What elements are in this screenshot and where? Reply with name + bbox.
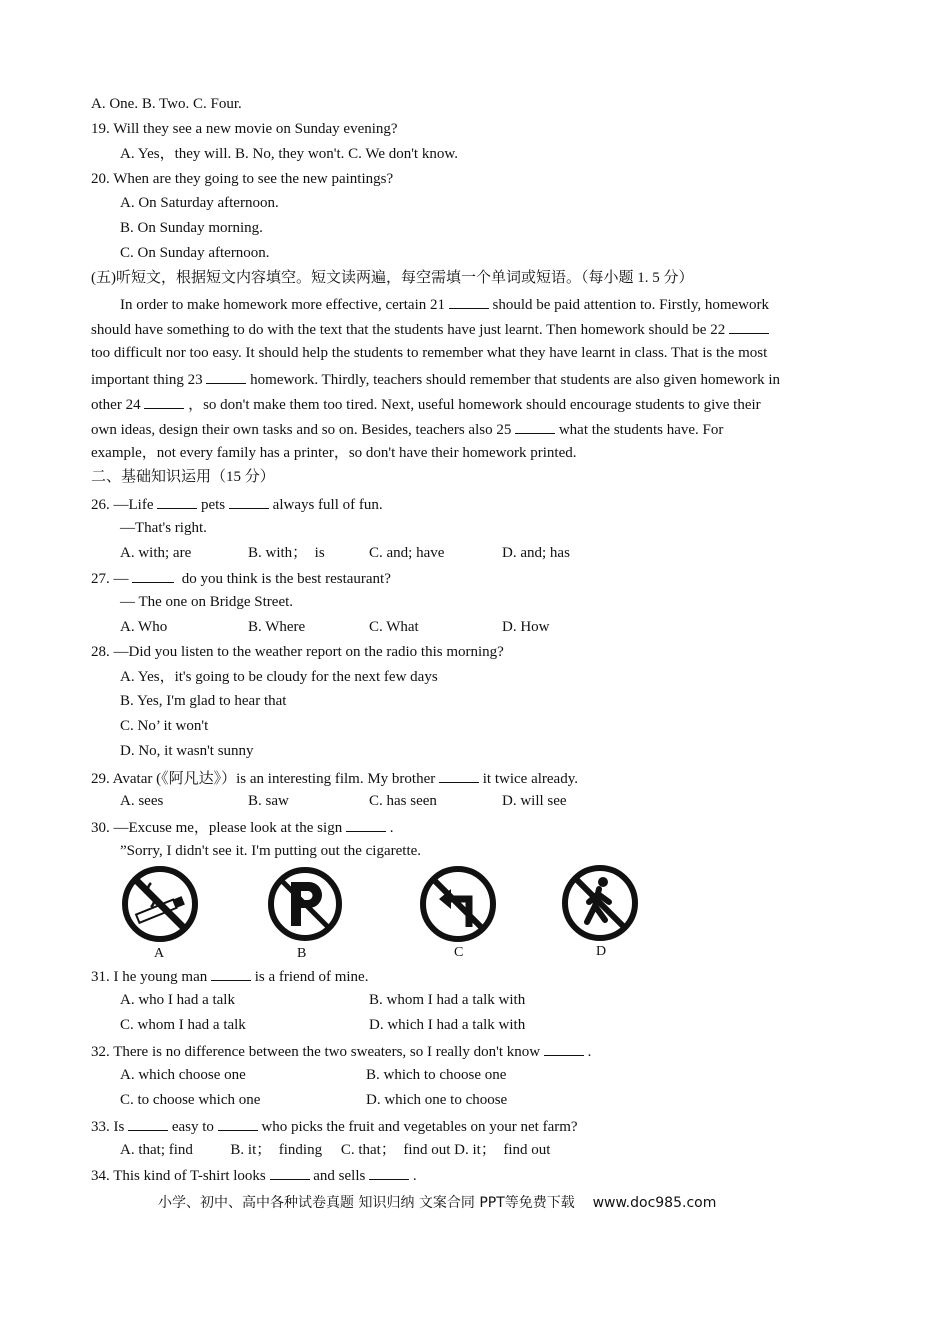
q20-stem: 20. When are they going to see the new paintings? bbox=[91, 171, 394, 187]
q27-option-b: B. Where bbox=[248, 619, 306, 635]
no-left-turn-icon[interactable] bbox=[419, 865, 497, 943]
q34-blank-2[interactable] bbox=[369, 1165, 409, 1180]
q32-option-c: C. to choose which one bbox=[120, 1092, 261, 1108]
no-parking-icon[interactable] bbox=[267, 866, 343, 942]
q29-option-c: C. has seen bbox=[369, 793, 437, 809]
passage-line-1: In order to make homework more effective, certain 21 should be paid attention to. Firstly, homework bbox=[120, 294, 769, 314]
q33-blank-2[interactable] bbox=[218, 1116, 258, 1131]
q20-option-c: C. On Sunday afternoon. bbox=[120, 245, 270, 261]
passage-line-4: important thing 23 homework. Thirdly, teachers should remember that students are also given homework in bbox=[91, 369, 780, 389]
q27-blank[interactable] bbox=[132, 568, 174, 583]
sign-label-c: C bbox=[454, 945, 464, 960]
q19-stem: 19. Will they see a new movie on Sunday evening? bbox=[91, 121, 398, 137]
q31-stem: 31. I he young man is a friend of mine. bbox=[91, 966, 368, 986]
q28-stem: 28. —Did you listen to the weather report on the radio this morning? bbox=[91, 644, 504, 660]
q32-stem: 32. There is no difference between the two sweaters, so I really don't know . bbox=[91, 1041, 591, 1061]
footer-link[interactable]: www.doc985.com bbox=[592, 1195, 717, 1211]
q26-reply: —That's right. bbox=[120, 520, 207, 536]
q30-stem: 30. —Excuse me，please look at the sign . bbox=[91, 817, 393, 837]
q26-option-b: B. with； is bbox=[248, 545, 325, 561]
part2-heading: 二、基础知识运用（15 分） bbox=[91, 469, 275, 485]
q27-option-d: D. How bbox=[502, 619, 550, 635]
blank-24[interactable] bbox=[144, 394, 184, 409]
q19-options: A. Yes，they will. B. No, they won't. C. We don't know. bbox=[120, 146, 458, 162]
blank-23[interactable] bbox=[206, 369, 246, 384]
q20-option-a: A. On Saturday afternoon. bbox=[120, 195, 279, 211]
q31-blank[interactable] bbox=[211, 966, 251, 981]
q26-blank-2[interactable] bbox=[229, 494, 269, 509]
q28-option-c: C. No’ it won't bbox=[120, 718, 209, 734]
q26-blank-1[interactable] bbox=[157, 494, 197, 509]
blank-25[interactable] bbox=[515, 419, 555, 434]
q31-option-b: B. whom I had a talk with bbox=[369, 992, 526, 1008]
no-smoking-icon[interactable] bbox=[121, 865, 199, 943]
q20-option-b: B. On Sunday morning. bbox=[120, 220, 263, 236]
q34-blank-1[interactable] bbox=[270, 1165, 310, 1180]
passage-line-6: own ideas, design their own tasks and so on. Besides, teachers also 25 what the students have. For bbox=[91, 419, 723, 439]
blank-22[interactable] bbox=[729, 319, 769, 334]
q18-options: A. One. B. Two. C. Four. bbox=[91, 96, 242, 112]
q29-option-d: D. will see bbox=[502, 793, 567, 809]
passage-line-5: other 24 ，so don't make them too tired. Next, useful homework should encourage students to give their bbox=[91, 394, 761, 414]
q29-option-a: A. sees bbox=[120, 793, 164, 809]
q27-stem: 27. — do you think is the best restaurant? bbox=[91, 568, 391, 588]
passage-line-2: should have something to do with the text that the students have just learnt. Then homework should be 22 bbox=[91, 319, 769, 339]
q26-stem: 26. —Life pets always full of fun. bbox=[91, 494, 383, 514]
q26-option-a: A. with; are bbox=[120, 545, 192, 561]
passage-line-3: too difficult nor too easy. It should help the students to remember what they have learnt in class. That is the most bbox=[91, 345, 768, 361]
q27-option-c: C. What bbox=[369, 619, 419, 635]
q30-reply: ”Sorry, I didn't see it. I'm putting out the cigarette. bbox=[120, 843, 422, 859]
q31-option-c: C. whom I had a talk bbox=[120, 1017, 246, 1033]
q30-blank[interactable] bbox=[346, 817, 386, 832]
q29-stem: 29. Avatar (《阿凡达》）is an interesting film. My brother it twice already. bbox=[91, 768, 578, 788]
q31-option-d: D. which I had a talk with bbox=[369, 1017, 526, 1033]
q32-option-b: B. which to choose one bbox=[366, 1067, 507, 1083]
q27-reply: — The one on Bridge Street. bbox=[120, 594, 294, 610]
no-walking-icon[interactable] bbox=[561, 864, 639, 942]
q31-option-a: A. who I had a talk bbox=[120, 992, 235, 1008]
footer bbox=[158, 1192, 716, 1212]
sign-label-a: A bbox=[154, 946, 165, 961]
q29-option-b: B. saw bbox=[248, 793, 289, 809]
section5-heading: (五)听短文，根据短文内容填空。短文读两遍，每空需填一个单词或短语。（每小题 1. 5 分） bbox=[91, 270, 694, 286]
blank-21[interactable] bbox=[449, 294, 489, 309]
q27-option-a: A. Who bbox=[120, 619, 168, 635]
passage-line-7: example，not every family has a printer，so don't have their homework printed. bbox=[91, 445, 577, 461]
q32-option-a: A. which choose one bbox=[120, 1067, 246, 1083]
q33-stem: 33. Is easy to who picks the fruit and vegetables on your net farm? bbox=[91, 1116, 578, 1136]
q28-option-a: A. Yes，it's going to be cloudy for the next few days bbox=[120, 669, 438, 685]
q26-option-c: C. and; have bbox=[369, 545, 445, 561]
q32-blank[interactable] bbox=[544, 1041, 584, 1056]
sign-label-d: D bbox=[596, 944, 607, 959]
q26-option-d: D. and; has bbox=[502, 545, 570, 561]
q33-blank-1[interactable] bbox=[128, 1116, 168, 1131]
q29-blank[interactable] bbox=[439, 768, 479, 783]
q33-options: A. that; find B. it； finding C. that； find out D. it； find out bbox=[120, 1142, 551, 1158]
q32-option-d: D. which one to choose bbox=[366, 1092, 508, 1108]
footer-text: 小学、初中、高中各种试卷真题 知识归纳 文案合同 PPT等免费下载 bbox=[158, 1195, 575, 1211]
q28-option-b: B. Yes, I'm glad to hear that bbox=[120, 693, 287, 709]
sign-label-b: B bbox=[297, 946, 307, 961]
q34-stem: 34. This kind of T-shirt looks and sells . bbox=[91, 1165, 417, 1185]
q28-option-d: D. No, it wasn't sunny bbox=[120, 743, 254, 759]
